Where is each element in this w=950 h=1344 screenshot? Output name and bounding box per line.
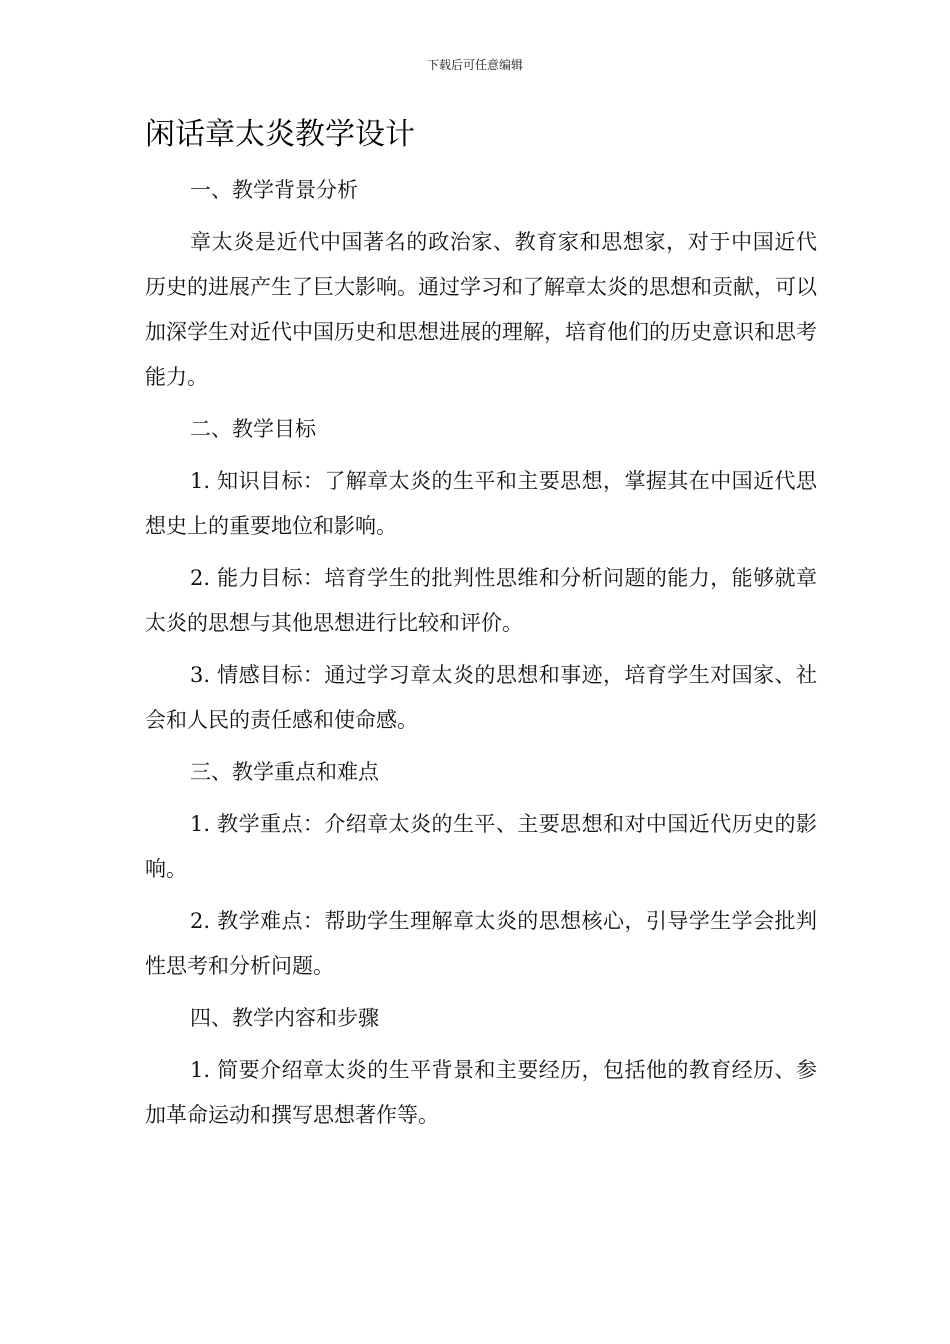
paragraph-step-one: 1. 简要介绍章太炎的生平背景和主要经历，包括他的教育经历、参加革命运动和撰写思想著作等。 [145,1058,817,1127]
section-heading-key-points: 三、教学重点和难点 [190,760,379,784]
section-heading-objectives: 二、教学目标 [190,417,316,441]
paragraph-background: 章太炎是近代中国著名的政治家、教育家和思想家，对于中国近代历史的进展产生了巨大影响。通过学习和了解章太炎的思想和贡献，可以加深学生对近代中国历史和思想进展的理解，培育他们的历史意识和思考能力。 [145,230,817,389]
paragraph-key-point: 1. 教学重点：介绍章太炎的生平、主要思想和对中国近代历史的影响。 [145,812,817,881]
document-body [145,168,817,1145]
section-heading-background: 一、教学背景分析 [190,178,358,202]
paragraph-emotion-objective: 3. 情感目标：通过学习章太炎的思想和事迹，培育学生对国家、社会和人民的责任感和使命感。 [145,663,817,732]
paragraph-knowledge-objective: 1. 知识目标：了解章太炎的生平和主要思想，掌握其在中国近代思想史上的重要地位和影响。 [145,469,817,538]
page-header: 下载后可任意编辑 [426,58,523,72]
paragraph-difficult-point: 2. 教学难点：帮助学生理解章太炎的思想核心，引导学生学会批判性思考和分析问题。 [145,909,817,978]
document-title: 闲话章太炎教学设计 [145,117,415,152]
paragraph-ability-objective: 2. 能力目标：培育学生的批判性思维和分析问题的能力，能够就章太炎的思想与其他思想进行比较和评价。 [145,566,817,635]
section-heading-content-steps: 四、教学内容和步骤 [190,1006,379,1030]
